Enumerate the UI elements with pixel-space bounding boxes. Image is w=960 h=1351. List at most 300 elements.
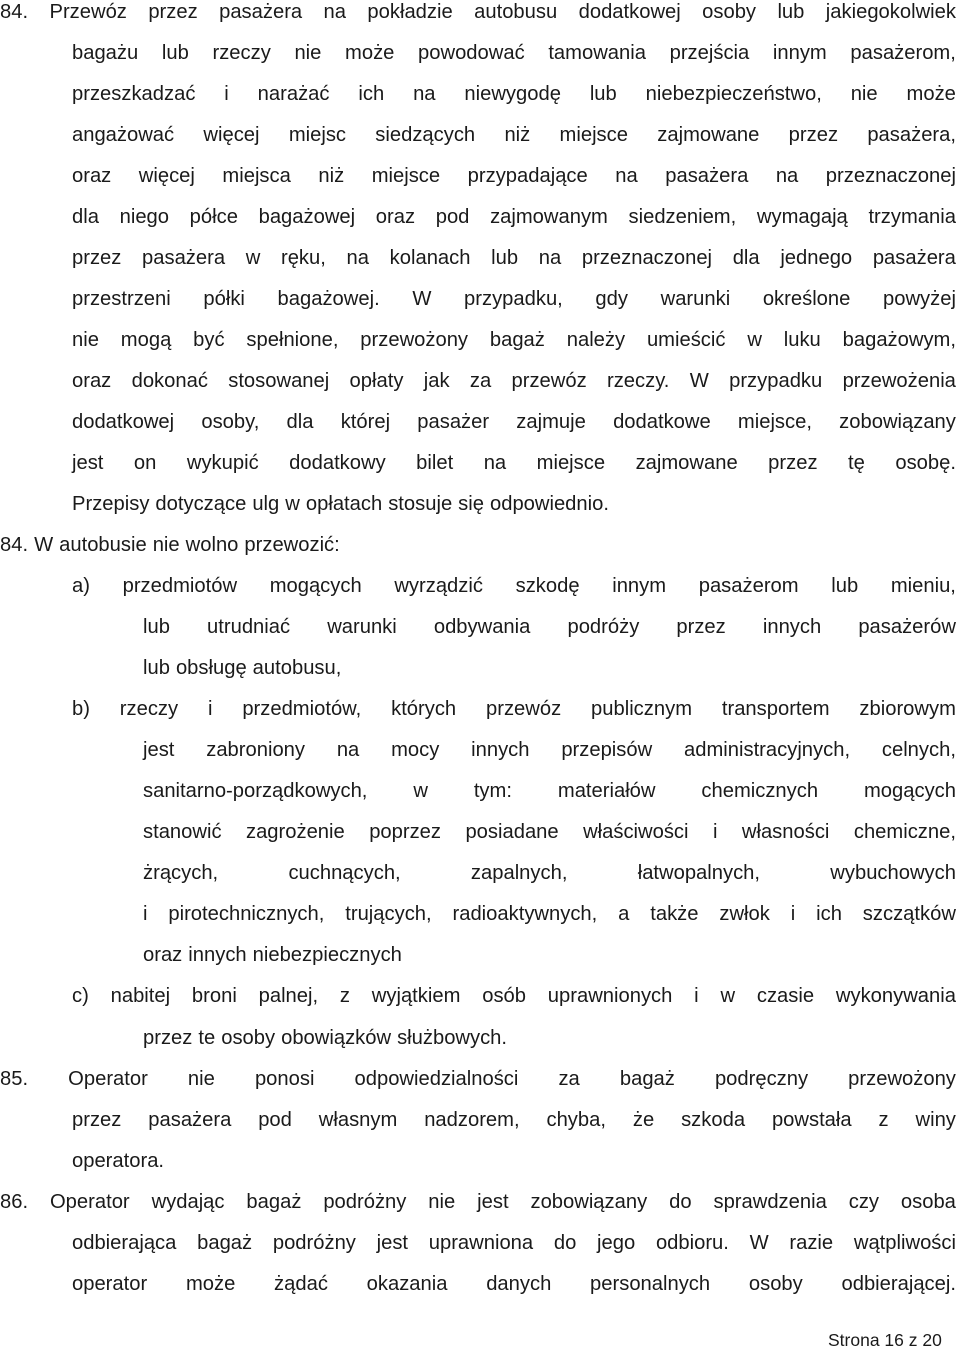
word: 86.: [0, 1191, 29, 1213]
word: Przepisy: [72, 493, 150, 515]
word: może: [185, 1273, 236, 1295]
word: 84.: [0, 1, 29, 23]
word: zajmowane: [635, 452, 738, 474]
word: pasażera: [219, 1, 303, 23]
word: wątpliwości: [853, 1232, 956, 1254]
word: za: [558, 1068, 580, 1090]
word: nie: [72, 329, 99, 351]
word: innych: [471, 739, 530, 761]
word: mogących: [269, 575, 362, 597]
word: osobę.: [895, 452, 956, 474]
word: i: [694, 985, 699, 1007]
word: dodatkowej: [72, 411, 175, 433]
word: mogących: [863, 780, 956, 802]
word: kolanach: [389, 247, 471, 269]
word: na: [615, 165, 638, 187]
word: stanowić: [143, 821, 222, 843]
word: przez: [768, 452, 818, 474]
text-line: [72, 205, 956, 229]
word: na: [775, 165, 799, 187]
word: niego: [119, 206, 170, 228]
text-line: [72, 246, 956, 270]
word: jednego: [780, 247, 853, 269]
word: nabitej: [110, 985, 171, 1007]
text-line: [72, 492, 615, 516]
word: oraz: [72, 165, 112, 187]
word: powyżej: [883, 288, 956, 310]
word: w: [747, 329, 762, 351]
word: osoba: [900, 1191, 956, 1213]
word: może: [345, 42, 395, 64]
word: tamowania: [548, 42, 646, 64]
word: półce: [189, 206, 238, 228]
word: chemicznych: [701, 780, 819, 802]
text-line: [143, 902, 956, 926]
word: miejsc: [288, 124, 347, 146]
word: osoby: [702, 1, 757, 23]
word: pasażerów: [858, 616, 956, 638]
word: bagażu: [72, 42, 139, 64]
word: Przewóz: [49, 1, 127, 23]
word: których: [391, 698, 457, 720]
word: autobusu: [474, 1, 558, 23]
word: zbiorowym: [859, 698, 956, 720]
word: przeznaczonej: [825, 165, 956, 187]
word: pasażera,: [867, 124, 956, 146]
word: stosuje: [388, 493, 453, 515]
word: dokonać: [131, 370, 208, 392]
word: utrudniać: [207, 616, 291, 638]
word: własności: [741, 821, 830, 843]
text-line: [143, 656, 347, 680]
word: innych: [188, 944, 247, 966]
word: pasażera: [872, 247, 956, 269]
word: dodatkowy: [289, 452, 386, 474]
word: zajmuje: [516, 411, 586, 433]
word: uprawnionych: [547, 985, 673, 1007]
word: sanitarno-porządkowych,: [143, 780, 368, 802]
word: lub: [143, 616, 170, 638]
word: c): [72, 985, 89, 1007]
text-line: [72, 1149, 170, 1173]
word: celnych,: [881, 739, 956, 761]
word: dotyczące: [155, 493, 247, 515]
word: przez: [72, 247, 122, 269]
word: b): [72, 698, 90, 720]
word: przez: [148, 1, 198, 23]
word: zajmowanym: [490, 206, 608, 228]
word: pasażera: [665, 165, 749, 187]
text-line: [143, 1026, 513, 1050]
word: niewygodę: [464, 83, 561, 105]
word: pasażera: [142, 247, 226, 269]
word: jest: [376, 1232, 409, 1254]
word: w: [245, 247, 261, 269]
word: pasażerom: [698, 575, 799, 597]
word: na: [323, 1, 347, 23]
word: a): [72, 575, 90, 597]
word: autobusie: [59, 534, 147, 556]
word: dla: [286, 411, 314, 433]
word: operator: [72, 1273, 148, 1295]
word: i: [790, 903, 796, 925]
word: lub: [161, 42, 189, 64]
word: także: [650, 903, 699, 925]
word: Operator: [68, 1068, 148, 1090]
word: szkoda: [681, 1109, 746, 1131]
word: pod: [435, 206, 470, 228]
word: wymagają: [756, 206, 848, 228]
word: lub: [777, 1, 805, 23]
text-line: [72, 574, 956, 598]
word: więcej: [203, 124, 260, 146]
word: 84.: [0, 534, 29, 556]
word: przewożenia: [842, 370, 956, 392]
word: innych: [762, 616, 822, 638]
word: broni: [191, 985, 237, 1007]
word: rzeczy: [119, 698, 179, 720]
text-line: [143, 779, 956, 803]
word: osoby: [748, 1273, 803, 1295]
word: trujących,: [345, 903, 432, 925]
word: dodatkowej: [578, 1, 681, 23]
text-line: [72, 41, 956, 65]
word: spełnione,: [246, 329, 339, 351]
word: siedzeniem,: [628, 206, 737, 228]
text-line: [0, 1067, 956, 1091]
word: zajmowane: [657, 124, 760, 146]
word: transportem: [721, 698, 830, 720]
word: rzeczy: [212, 42, 271, 64]
word: ich: [816, 903, 842, 925]
text-line: [72, 1231, 956, 1255]
word: na: [483, 452, 507, 474]
word: rzeczy.: [606, 370, 670, 392]
word: należy: [566, 329, 626, 351]
word: do: [669, 1191, 692, 1213]
word: niebezpieczeństwo,: [645, 83, 822, 105]
word: niż: [504, 124, 531, 146]
word: osoby,: [201, 411, 260, 433]
word: osób: [482, 985, 526, 1007]
word: okazania: [366, 1273, 448, 1295]
word: bagażowym,: [842, 329, 956, 351]
word: sprawdzenia: [713, 1191, 827, 1213]
word: jego: [597, 1232, 636, 1254]
word: wykupić: [186, 452, 259, 474]
text-line: [72, 164, 956, 188]
word: osoby: [221, 1027, 276, 1049]
word: bagaż: [489, 329, 545, 351]
word: podróżny: [272, 1232, 356, 1254]
word: nie: [294, 42, 322, 64]
text-line: [72, 82, 956, 106]
word: podróży: [567, 616, 640, 638]
word: nie: [187, 1068, 215, 1090]
word: zagrożenie: [245, 821, 345, 843]
word: pod: [258, 1109, 292, 1131]
word: chemiczne,: [853, 821, 956, 843]
word: jest: [143, 739, 175, 761]
word: przewozić:: [244, 534, 340, 556]
word: bagażowej: [258, 206, 356, 228]
word: wolno: [185, 534, 239, 556]
word: odpowiednio.: [489, 493, 609, 515]
word: przez: [788, 124, 839, 146]
word: własnym: [318, 1109, 398, 1131]
word: nie: [428, 1191, 456, 1213]
word: przypadku,: [464, 288, 563, 310]
word: opłaty: [349, 370, 404, 392]
word: obsługę: [175, 657, 247, 679]
word: bagażowej.: [277, 288, 380, 310]
word: bagaż: [246, 1191, 302, 1213]
word: określone: [762, 288, 851, 310]
word: zobowiązany: [530, 1191, 648, 1213]
word: publicznym: [591, 698, 693, 720]
word: przejścia: [669, 42, 750, 64]
word: warunki: [327, 616, 397, 638]
word: uprawniona: [428, 1232, 534, 1254]
word: na: [346, 247, 369, 269]
word: te: [198, 1027, 216, 1049]
word: Operator: [49, 1191, 130, 1213]
text-line: [72, 451, 956, 475]
word: za: [469, 370, 492, 392]
word: razie: [789, 1232, 834, 1254]
word: pasażera: [148, 1109, 232, 1131]
word: W: [34, 534, 54, 556]
word: gdy: [595, 288, 628, 310]
word: trzymania: [868, 206, 956, 228]
word: personalnych: [590, 1273, 711, 1295]
word: bagaż: [197, 1232, 253, 1254]
word: i: [207, 698, 213, 720]
text-line: [143, 861, 956, 885]
word: przez: [143, 1027, 193, 1049]
word: przeszkadzać: [72, 83, 196, 105]
page-number: Strona 16 z 20: [828, 1330, 942, 1350]
word: odpowiedzialności: [354, 1068, 519, 1090]
text-line: [0, 1190, 956, 1214]
word: i: [712, 821, 718, 843]
text-line: [72, 1108, 956, 1132]
word: w: [285, 493, 300, 515]
word: służbowych.: [397, 1027, 508, 1049]
word: której: [340, 411, 391, 433]
word: do: [553, 1232, 577, 1254]
word: innym: [612, 575, 667, 597]
word: szczątków: [862, 903, 956, 925]
word: luku: [783, 329, 821, 351]
word: radioaktywnych,: [452, 903, 598, 925]
word: na: [413, 83, 436, 105]
word: warunki: [660, 288, 731, 310]
word: w: [720, 985, 736, 1007]
word: dla: [732, 247, 760, 269]
text-line: [72, 369, 956, 393]
word: przeznaczonej: [581, 247, 713, 269]
word: się: [458, 493, 484, 515]
word: nie: [850, 83, 878, 105]
word: narażać: [257, 83, 330, 105]
word: przepisów: [561, 739, 653, 761]
text-line: [72, 328, 956, 352]
word: z: [878, 1109, 889, 1131]
word: ich: [358, 83, 385, 105]
word: podróżny: [323, 1191, 407, 1213]
word: tę: [848, 452, 865, 474]
word: przewóz: [486, 698, 562, 720]
word: lub: [491, 247, 519, 269]
word: przez: [72, 1109, 122, 1131]
word: łatwopalnych,: [637, 862, 761, 884]
text-line: [72, 697, 956, 721]
word: umieścić: [646, 329, 726, 351]
word: pirotechnicznych,: [168, 903, 325, 925]
word: danych: [486, 1273, 552, 1295]
text-line: [143, 820, 956, 844]
word: W: [749, 1232, 769, 1254]
word: wyrządzić: [394, 575, 483, 597]
word: miejsce: [371, 165, 441, 187]
word: wybuchowych: [830, 862, 956, 884]
word: poprzez: [369, 821, 442, 843]
word: ręku,: [280, 247, 326, 269]
word: właściwości: [583, 821, 689, 843]
word: oraz: [72, 370, 112, 392]
word: autobusu,: [252, 657, 342, 679]
word: czasie: [756, 985, 815, 1007]
word: zapalnych,: [470, 862, 568, 884]
word: być: [193, 329, 225, 351]
text-line: [143, 615, 956, 639]
word: miejsce: [559, 124, 628, 146]
word: mieniu,: [890, 575, 956, 597]
word: oraz: [375, 206, 416, 228]
word: może: [906, 83, 956, 105]
word: przewożony: [848, 1068, 956, 1090]
text-line: [0, 533, 346, 557]
word: zwłok: [719, 903, 770, 925]
word: posiadane: [465, 821, 559, 843]
word: i: [143, 903, 148, 925]
word: mocy: [391, 739, 440, 761]
word: przypadku: [729, 370, 823, 392]
word: tym:: [473, 780, 512, 802]
word: ponosi: [254, 1068, 315, 1090]
text-line: [72, 287, 956, 311]
word: jak: [423, 370, 450, 392]
word: stosowanej: [228, 370, 330, 392]
word: chyba,: [546, 1109, 606, 1131]
word: przypadające: [467, 165, 588, 187]
word: nadzorem,: [424, 1109, 520, 1131]
word: operatora.: [72, 1150, 165, 1172]
text-line: [72, 123, 956, 147]
word: przedmiotów: [122, 575, 238, 597]
word: niebezpiecznych: [252, 944, 402, 966]
word: w: [413, 780, 428, 802]
word: odbywania: [433, 616, 531, 638]
word: pokładzie: [367, 1, 453, 23]
word: cuchnących,: [288, 862, 401, 884]
word: wyjątkiem: [371, 985, 461, 1007]
word: bilet: [416, 452, 454, 474]
word: odbioru.: [655, 1232, 729, 1254]
text-line: [0, 0, 956, 24]
word: obowiązków: [281, 1027, 392, 1049]
word: miejsce,: [737, 411, 812, 433]
word: lub: [143, 657, 170, 679]
word: odbierającej.: [841, 1273, 956, 1295]
word: półki: [203, 288, 245, 310]
text-line: [143, 943, 408, 967]
text-line: [72, 1272, 956, 1296]
word: palnej,: [258, 985, 319, 1007]
word: oraz: [143, 944, 183, 966]
word: jest: [477, 1191, 509, 1213]
word: mogą: [120, 329, 172, 351]
word: lub: [831, 575, 859, 597]
word: że: [632, 1109, 655, 1131]
word: jakiegokolwiek: [825, 1, 956, 23]
text-line: [143, 738, 956, 762]
word: angażować: [72, 124, 175, 146]
word: przedmiotów,: [242, 698, 362, 720]
word: przewóz: [511, 370, 587, 392]
word: miejsca: [222, 165, 291, 187]
word: pasażerom,: [850, 42, 956, 64]
word: odbierająca: [72, 1232, 177, 1254]
word: przestrzeni: [72, 288, 171, 310]
word: dla: [72, 206, 99, 228]
word: podręczny: [714, 1068, 809, 1090]
word: W: [689, 370, 709, 392]
word: niż: [318, 165, 345, 187]
word: i: [224, 83, 229, 105]
word: na: [538, 247, 562, 269]
word: powstała: [771, 1109, 852, 1131]
word: na: [336, 739, 360, 761]
word: administracyjnych,: [684, 739, 851, 761]
word: lub: [589, 83, 617, 105]
word: winy: [915, 1109, 956, 1131]
word: ulg: [252, 493, 280, 515]
word: W: [412, 288, 432, 310]
word: wydając: [151, 1191, 225, 1213]
word: wykonywania: [835, 985, 956, 1007]
word: materiałów: [557, 780, 656, 802]
word: innym: [772, 42, 827, 64]
word: żrących,: [143, 862, 219, 884]
word: nie: [152, 534, 180, 556]
word: zabroniony: [206, 739, 305, 761]
word: żądać: [274, 1273, 328, 1295]
word: przez: [676, 616, 726, 638]
word: przewożony: [360, 329, 469, 351]
word: z: [339, 985, 350, 1007]
word: jest: [72, 452, 104, 474]
word: powodować: [418, 42, 525, 64]
text-line: [72, 410, 956, 434]
word: szkodę: [515, 575, 580, 597]
word: 85.: [0, 1068, 29, 1090]
word: bagaż: [619, 1068, 675, 1090]
word: zobowiązany: [839, 411, 956, 433]
word: dodatkowe: [613, 411, 711, 433]
word: czy: [848, 1191, 879, 1213]
